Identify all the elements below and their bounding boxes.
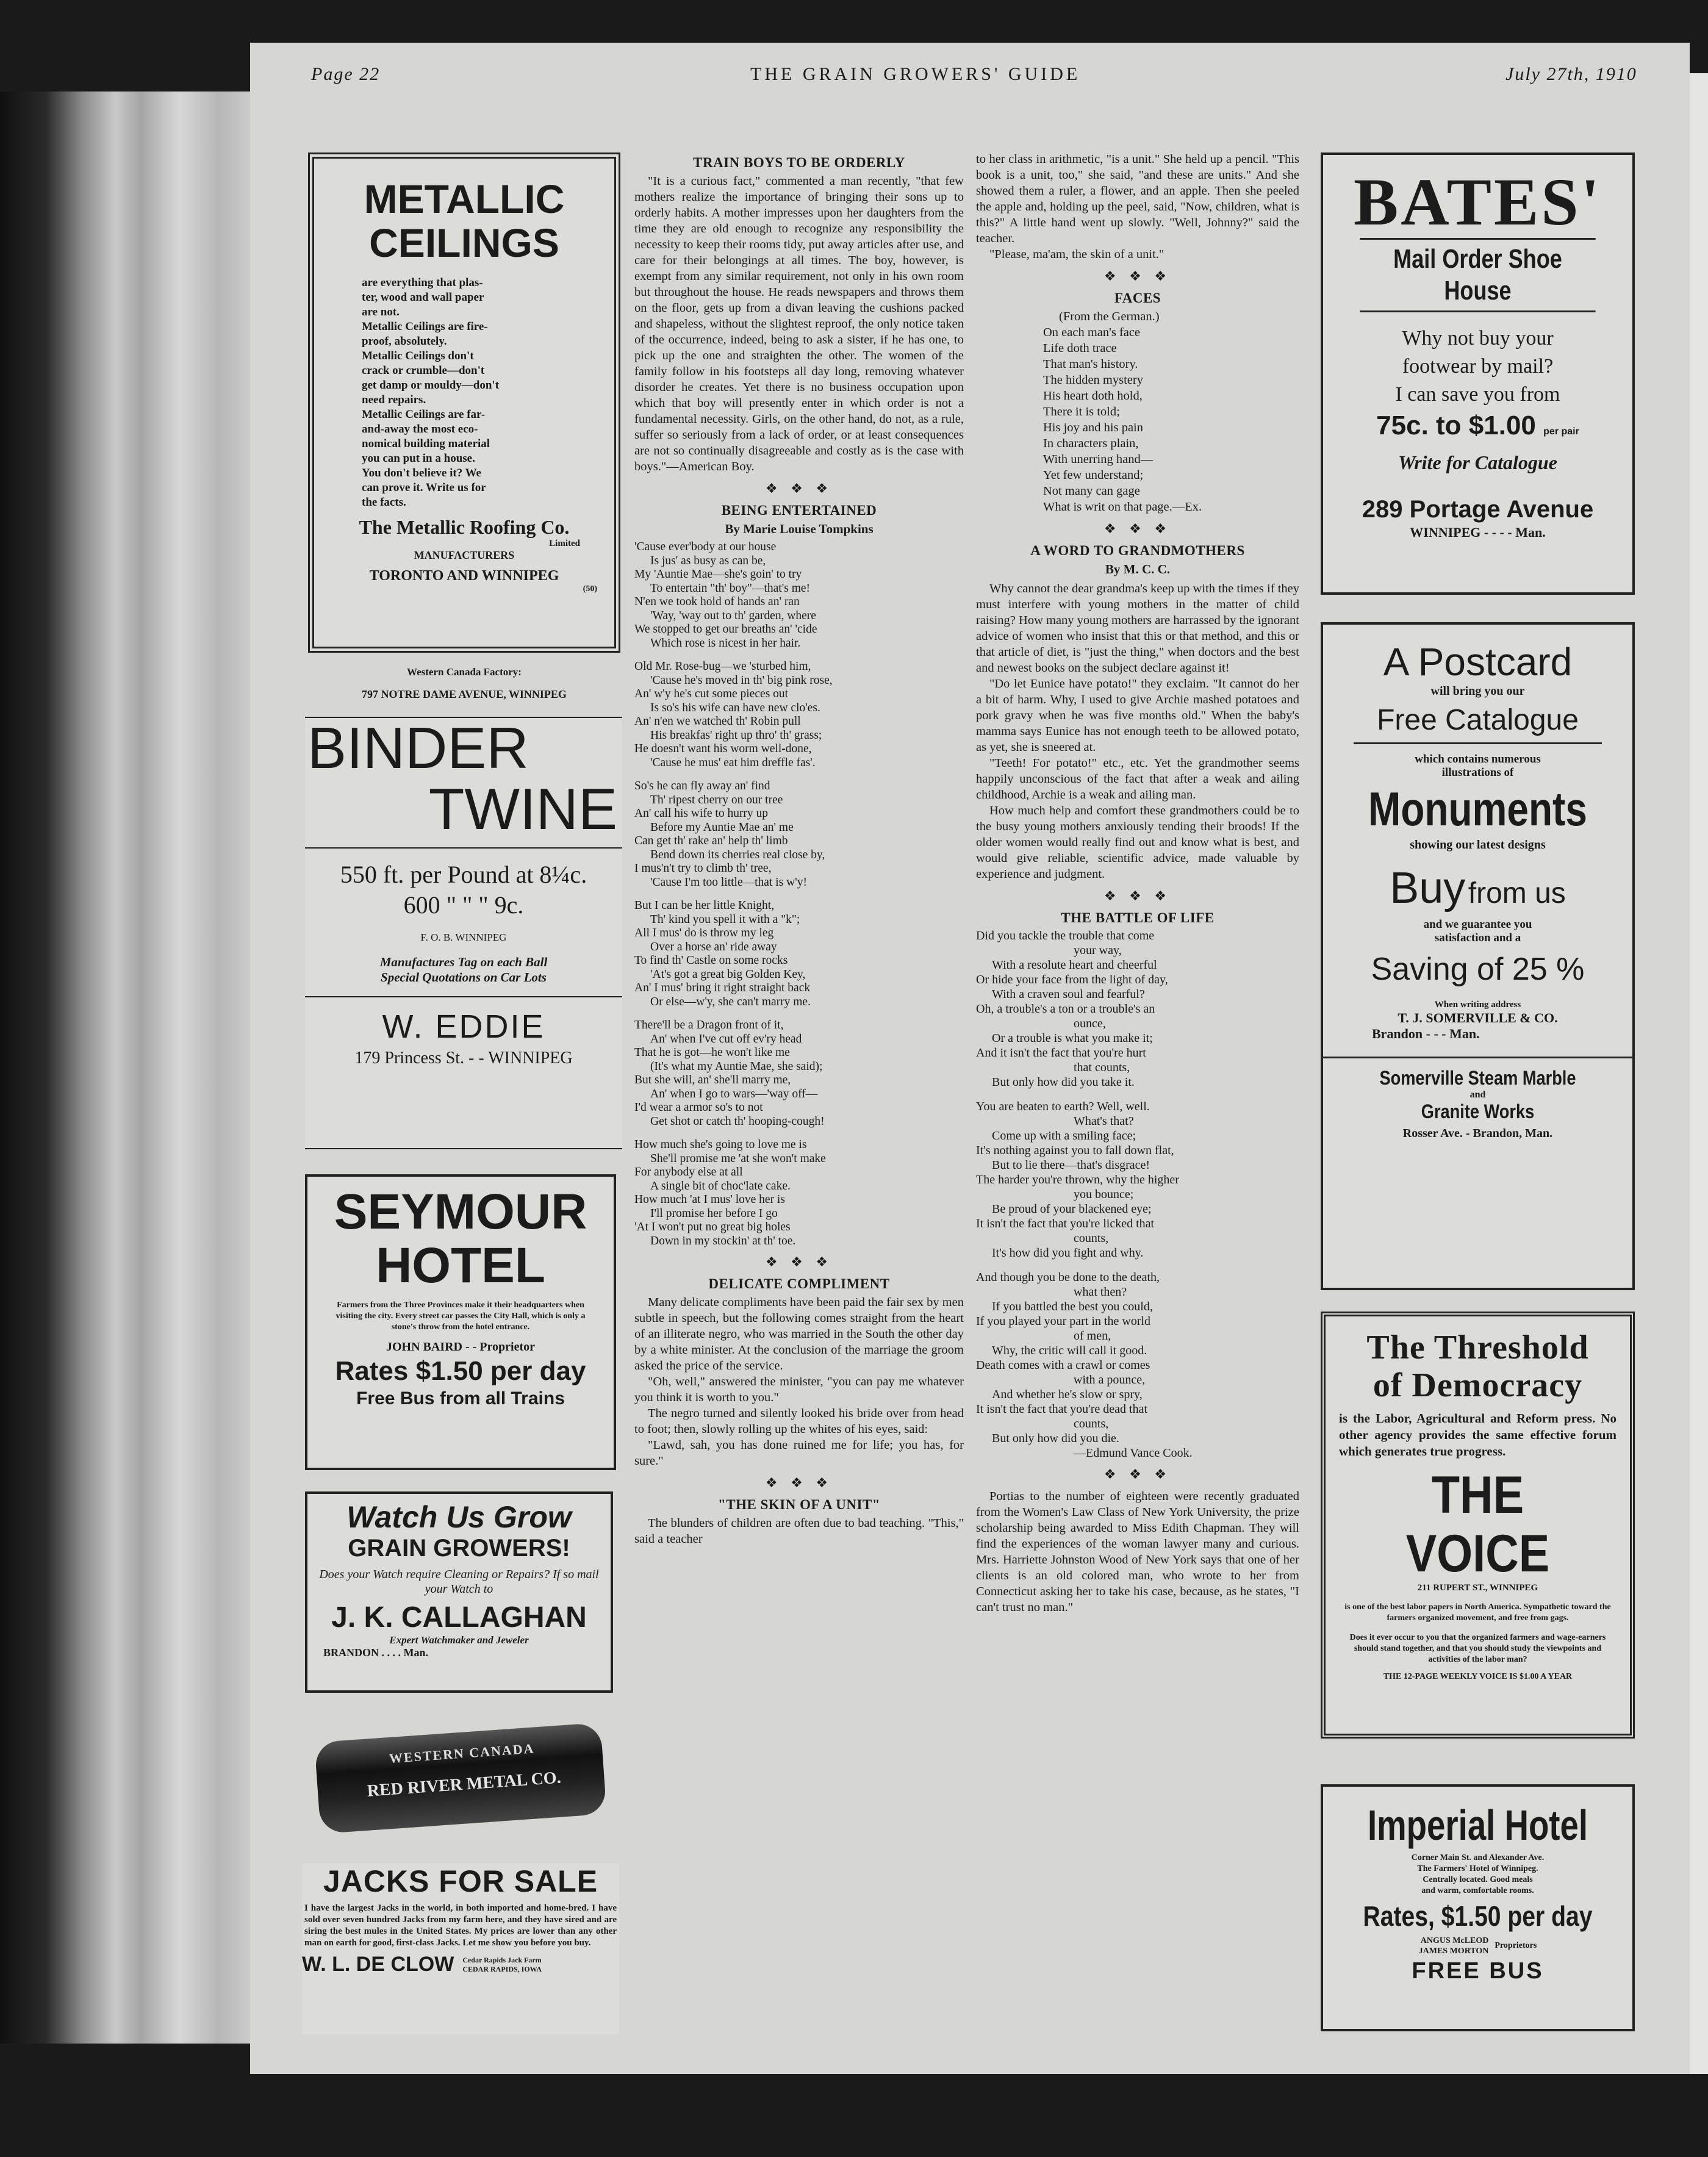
poem-line: 'Cause ever'body at our house: [634, 540, 777, 553]
stanza-gap: [976, 1260, 1299, 1270]
poem-line: My 'Auntie Mae—she's goin' to try: [634, 568, 802, 581]
poem-line: Or a trouble is what you make it;: [992, 1032, 1153, 1045]
ad-body: [331, 276, 597, 510]
poem-line: Th' ripest cherry on our tree: [650, 793, 783, 806]
poem-line: It isn't the fact that you're dead that: [976, 1402, 1147, 1416]
ad-title: BINDER: [307, 716, 529, 781]
works-address: Rosser Ave. - Brandon, Man.: [1402, 1127, 1553, 1140]
ad-line: I can save you from: [1395, 383, 1560, 406]
poem-line: that counts,: [1074, 1061, 1130, 1074]
ad-note: Manufactures Tag on each Ball: [379, 955, 548, 969]
proprietor: JOHN BAIRD - - Proprietor: [386, 1340, 536, 1354]
poem-line: An' when I go to wars—'way off—: [650, 1087, 818, 1100]
poem-line: For anybody else at all: [634, 1166, 743, 1179]
ad-line: satisfaction and a: [1434, 931, 1521, 944]
stanza-gap: [634, 770, 964, 780]
poem-line: Come up with a smiling face;: [992, 1129, 1136, 1143]
stanza-gap: [634, 650, 964, 660]
article-body: The blunders of children are often due to bad teaching. "This," said a teacher: [634, 1516, 964, 1546]
poem-line: 'Cause I'm too little—that is w'y!: [650, 875, 807, 889]
article-body: "Please, ma'am, the skin of a unit.": [989, 248, 1164, 261]
poem-line: Which rose is nicest in her hair.: [650, 636, 801, 650]
poem-line: The hidden mystery: [1043, 373, 1143, 387]
ad-line: When writing address: [1434, 1000, 1521, 1010]
ad-somerville-monuments: [1321, 622, 1635, 1290]
factory-address: 797 NOTRE DAME AVENUE, WINNIPEG: [362, 688, 567, 700]
ad-line: Corner Main St. and Alexander Ave.: [1411, 1853, 1545, 1862]
ad-line: Why not buy your: [1402, 327, 1554, 350]
ad-title: BATES': [1353, 165, 1602, 239]
divider: [1354, 742, 1602, 744]
ad-imperial-hotel: [1321, 1784, 1635, 2031]
poem-line: But to lie there—that's disgrace!: [992, 1158, 1150, 1172]
poem-line: 'At I won't put no great big holes: [634, 1221, 791, 1233]
poem-being-entertained: [634, 540, 964, 1248]
divider: [305, 996, 622, 997]
poem-line: counts,: [1074, 1232, 1109, 1245]
ad-title: GRAIN GROWERS!: [348, 1535, 570, 1562]
poem-line: Is jus' as busy as can be,: [650, 554, 766, 567]
seller-name: J. K. CALLAGHAN: [331, 1601, 587, 1634]
section-ornament: ❖ ❖ ❖: [765, 1475, 833, 1490]
poem-line: What's that?: [1074, 1114, 1134, 1128]
article-column-1: [634, 151, 964, 1547]
poem-line: Get shot or catch th' hooping-cough!: [650, 1114, 825, 1128]
section-ornament: ❖ ❖ ❖: [1103, 888, 1172, 903]
ad-title: TWINE: [428, 777, 617, 842]
ad-body: is the Labor, Agricultural and Reform press. No other agency provides the same effective forum which generates true progress.: [1339, 1411, 1616, 1459]
poem-line: you bounce;: [1074, 1188, 1134, 1201]
ad-line: Metallic Ceilings don't: [362, 350, 474, 362]
poem-line: Not many can gage: [1043, 484, 1140, 498]
roll-label: RED RIVER METAL CO.: [366, 1768, 562, 1801]
ad-title: HOTEL: [376, 1238, 545, 1293]
ad-line: are everything that plas-: [362, 276, 483, 289]
poem-line: It's how did you fight and why.: [992, 1246, 1144, 1260]
article-body: Many delicate compliments have been paid the fair sex by men subtle in speech, but the following comes straight from the heart of an illiterate negro, who was married in the South the other day by a white minister. At the conclusion of the marriage the groom asked the price of the service.: [634, 1296, 964, 1373]
article-title: BEING ENTERTAINED: [721, 503, 877, 518]
seller-name: W. EDDIE: [382, 1008, 545, 1045]
poem-faces: [976, 309, 1299, 515]
proprietor-name: ANGUS McLEOD: [1420, 1936, 1489, 1945]
ad-binder-twine: [305, 717, 622, 1149]
stanza-gap: [634, 1129, 964, 1138]
price: 75c. to $1.00: [1376, 411, 1536, 440]
poem-line: There'll be a Dragon front of it,: [634, 1019, 784, 1032]
poem-line: His breakfas' right up thro' th' grass;: [650, 728, 822, 742]
ad-the-voice: [1321, 1312, 1635, 1739]
poem-line: Over a horse an' ride away: [650, 940, 777, 953]
poem-line: An' n'en we watched th' Robin pull: [634, 715, 801, 728]
poem-line: Yet few understand;: [1043, 468, 1144, 482]
ad-line: nomical building material: [362, 437, 490, 450]
poem-line: To find th' Castle on some rocks: [634, 954, 788, 967]
ad-line: proof, absolutely.: [362, 335, 447, 348]
poem-line: Why, the critic will call it good.: [992, 1344, 1147, 1357]
article-body: to her class in arithmetic, "is a unit." She held up a pencil. "This book is a unit, too," she said, "and these are units." And she showed them a ruler, a flower, and an apple. Then she peeled the apple and, holding up the peel, said, "Now, children, what is this?" A little hand went up slowly. "Well, Johnny?" said the teacher.: [976, 153, 1299, 245]
ad-title: of Democracy: [1372, 1366, 1583, 1404]
ad-body: Does it ever occur to you that the organized farmers and wage-earners should stand together, and that you should study the viewpoints and activities of the labor man?: [1349, 1633, 1606, 1664]
ad-line: Centrally located. Good meals: [1423, 1875, 1533, 1884]
stanza-gap: [634, 889, 964, 899]
poem-line: How much 'at I mus' love her is: [634, 1193, 785, 1206]
poem-line: ounce,: [1074, 1017, 1106, 1030]
ad-saving: Saving of 25 %: [1371, 952, 1585, 987]
poem-line: And whether he's slow or spry,: [992, 1388, 1143, 1401]
section-ornament: ❖ ❖ ❖: [1103, 268, 1172, 284]
article-body: The negro turned and silently looked his bride over from head to foot; then, slowly rolling up the whites of his eyes, said:: [634, 1407, 964, 1436]
poem-line: With unerring hand—: [1043, 453, 1154, 466]
poem-line: But only how did you take it.: [992, 1075, 1135, 1089]
section-ornament: ❖ ❖ ❖: [1103, 521, 1172, 536]
ad-line: The Farmers' Hotel of Winnipeg.: [1417, 1864, 1538, 1873]
ad-body: Does your Watch require Cleaning or Repairs? If so mail your Watch to: [319, 1568, 599, 1596]
ad-seymour-hotel: [305, 1174, 616, 1470]
ad-line: You don't believe it? We: [362, 467, 481, 479]
ad-headline: Monuments: [1368, 782, 1587, 836]
poem-line: Oh, a trouble's a ton or a trouble's an: [976, 1002, 1155, 1016]
ad-line: which contains numerous: [1415, 753, 1541, 766]
ad-line: need repairs.: [362, 393, 426, 406]
ad-line: crack or crumble—don't: [362, 364, 485, 377]
price-range: [1334, 409, 1621, 449]
buy-rest: from us: [1468, 877, 1566, 910]
stanza-gap: [634, 1009, 964, 1019]
works-and: and: [1469, 1089, 1486, 1100]
poem-line: (It's what my Auntie Mae, she said);: [650, 1060, 823, 1073]
article-body: "Do let Eunice have potato!" they exclaim. "It cannot do her a bit of harm. Why, I used to give Archie mashed potatoes and pork gravy when he was five months old." When the baby's mamma says Eunice has not enough teeth to be allowed potato, as yet, she is sneered at.: [976, 677, 1299, 754]
poem-line: It isn't the fact that you're licked that: [976, 1217, 1155, 1230]
poem-line: Can get th' rake an' help th' limb: [634, 834, 788, 847]
article-title: "THE SKIN OF A UNIT": [717, 1497, 881, 1512]
poem-line: She'll promise me 'at she won't make: [650, 1152, 826, 1165]
poem-line: what then?: [1074, 1285, 1127, 1299]
ad-price: THE 12-PAGE WEEKLY VOICE IS $1.00 A YEAR: [1383, 1672, 1573, 1681]
ad-line: can prove it. Write us for: [362, 481, 486, 494]
seller-title: Expert Watchmaker and Jeweler: [389, 1634, 529, 1646]
article-column-2: [976, 151, 1299, 1615]
poem-line: We stopped to get our breaths an' 'cide: [634, 623, 817, 636]
poem-line: your way,: [1074, 944, 1122, 957]
ad-body: Farmers from the Three Provinces make it their headquarters when visiting the city. Every street car passes the City Hall, which is only a stone's throw from the hotel entrance.: [336, 1301, 586, 1332]
book-binding: [0, 92, 256, 2044]
price-line: 600 " " " 9c.: [403, 891, 524, 919]
ad-callaghan-watch: [305, 1491, 613, 1693]
poem-line: But only how did you die.: [992, 1432, 1119, 1445]
ad-line: illustrations of: [1441, 766, 1514, 779]
poem-title: THE BATTLE OF LIFE: [1061, 910, 1215, 925]
seller-city: BRANDON . . . . Man.: [323, 1646, 429, 1659]
poem-line: of men,: [1074, 1329, 1111, 1343]
ad-city: WINNIPEG - - - - Man.: [1410, 525, 1546, 540]
article-body: "Teeth! For potato!" etc., etc. Yet the grandmother seems happily unconscious of the fact that after a weak and ailing childhood, Archie is a weak and ailing man.: [976, 756, 1299, 802]
poem-line: He doesn't want his worm well-done,: [634, 742, 812, 755]
ad-line: will bring you our: [1430, 684, 1525, 698]
ad-title: SEYMOUR: [334, 1184, 587, 1240]
roll-illustration: [314, 1723, 606, 1834]
poem-line: Be proud of your blackened eye;: [992, 1202, 1152, 1216]
section-ornament: ❖ ❖ ❖: [1103, 1466, 1172, 1482]
poem-line: with a pounce,: [1074, 1373, 1146, 1387]
ad-line: the facts.: [362, 496, 406, 509]
poem-line: In characters plain,: [1043, 437, 1139, 450]
ad-line: get damp or mouldy—don't: [362, 379, 500, 392]
ad-body: is one of the best labor papers in North America. Sympathetic toward the farmers organized movement, and free from gags.: [1344, 1602, 1611, 1623]
buy-line: [1335, 863, 1620, 913]
newspaper-title: THE GRAIN GROWERS' GUIDE: [750, 64, 1081, 84]
poem-line: I'll promise her before I go: [650, 1207, 778, 1220]
poem-line: (From the German.): [1059, 310, 1160, 323]
poem-line: The harder you're thrown, why the higher: [976, 1173, 1179, 1186]
poem-line: All I mus' do is throw my leg: [634, 927, 774, 939]
ad-title: Imperial Hotel: [1367, 1801, 1588, 1849]
ad-cta: Write for Catalogue: [1398, 451, 1557, 473]
ad-bates-shoe-house: [1321, 153, 1635, 595]
ad-headline: THE VOICE: [1405, 1466, 1550, 1583]
ad-address: 211 RUPERT ST., WINNIPEG: [1417, 1583, 1538, 1593]
ad-line: and-away the most eco-: [362, 423, 478, 436]
works-name: Somerville Steam Marble: [1379, 1067, 1576, 1089]
poem-line: 'Way, 'way out to th' garden, where: [650, 609, 816, 622]
article-body: "It is a curious fact," commented a man recently, "that few mothers realize the importance of bringing their sons up to orderly habits. A mother impresses upon her daughters from the time they are old enough to recognize any responsibility the necessity to keep their rooms tidy, put away articles after use, and care for their belongings at all times. The boy, however, is exempt from any similar requirement, not only in his own room but throughout the house. He reads newspapers and throws them on the floor, gets up from a divan leaving the cushions packed and shapeless, without the slightest reproof, the only notice taken of the occurrence, indeed, being to ask a sister, if he has one, to pick up the one and straighten the other. The women of the family follow in his footsteps all day long, removing whatever disorder he creates. Yet there is no business occupation upon which that boy will presently enter in which order is not a fundamental necessity. Girls, on the other hand, do not, as a rule, suffer so seriously from a lack of order, or at least consequences are not so continually disagreeable and costly as is the case with boys."—American Boy.: [634, 174, 964, 473]
poem-line: Bend down its cherries real close by,: [650, 848, 825, 861]
ad-title: CEILINGS: [369, 220, 559, 265]
proprietor-name: JAMES MORTON: [1418, 1947, 1489, 1956]
poem-line: So's he can fly away an' find: [634, 780, 770, 792]
poem-line: Before my Auntie Mae an' me: [650, 820, 794, 834]
buy-word: Buy: [1390, 864, 1466, 913]
ad-line: Metallic Ceilings are fire-: [362, 320, 488, 333]
ad-title: METALLIC: [364, 176, 565, 221]
poem-line: N'en we took hold of hands an' ran: [634, 595, 800, 608]
poem-line: 'At's got a great big Golden Key,: [650, 967, 806, 981]
article-body: "Lawd, sah, you has done ruined me for life; you has, for sure.": [634, 1438, 964, 1468]
seller-address: 179 Princess St. - - WINNIPEG: [354, 1049, 573, 1068]
ad-line: and we guarantee you: [1423, 918, 1532, 931]
poem-line: Or hide your face from the light of day,: [976, 973, 1168, 986]
poem-line: —Edmund Vance Cook.: [1074, 1446, 1193, 1460]
ad-body: I have the largest Jacks in the world, in both imported and home-bred. I have sold over seven hundred Jacks from my farm here, and they have sired and are siring the best mules in the United States. My prices are lower than any other man on earth for good, first-class Jacks. Let me show you before you buy.: [304, 1903, 617, 1948]
poem-line: It's nothing against you to fall down flat,: [976, 1144, 1174, 1157]
article-title: DELICATE COMPLIMENT: [708, 1276, 890, 1291]
company-name: The Metallic Roofing Co.: [359, 516, 570, 538]
ad-line: footwear by mail?: [1402, 355, 1554, 378]
ad-address: 289 Portage Avenue: [1362, 496, 1594, 523]
divider: [305, 847, 622, 849]
ad-number: (50): [583, 584, 597, 594]
fob-label: F. O. B. WINNIPEG: [420, 931, 507, 943]
article-body: How much help and comfort these grandmothers could be to the busy young mothers anxiously tending their broods! If the older women would really find out and know what is best, and would give reliable, scientific advice, made valuable by experience and judgment.: [976, 804, 1299, 881]
poem-line: Death comes with a crawl or comes: [976, 1358, 1150, 1372]
poem-line: I mus'n't try to climb th' tree,: [634, 862, 772, 875]
article-byline: By M. C. C.: [1105, 562, 1171, 576]
issue-date: July 27th, 1910: [1505, 64, 1637, 84]
ad-jacks-for-sale: [302, 1864, 619, 2034]
article-body: Why cannot the dear grandma's keep up with the times if they must interfere with young mothers in the matter of child raising? How many young mothers are harrassed by the ignorant advice of women who insist that this or that method, and this or that article of diet, is "just the thing," when doctors and the best and newest books on the subject declare against it!: [976, 582, 1300, 675]
ad-metallic-ceilings: [308, 153, 620, 653]
limited-label: Limited: [549, 539, 580, 548]
poem-line: To entertain "th' boy"—that's me!: [650, 581, 811, 595]
poem-title: FACES: [1114, 290, 1161, 306]
article-byline: By Marie Louise Tompkins: [725, 522, 874, 536]
poem-battle-of-life: [976, 928, 1299, 1460]
rates: Rates $1.50 per day: [335, 1356, 586, 1386]
divider: [1323, 1057, 1632, 1058]
poem-line: And it isn't the fact that you're hurt: [976, 1046, 1146, 1060]
ad-line: ter, wood and wall paper: [362, 291, 484, 304]
poem-line: That man's history.: [1043, 357, 1138, 371]
ad-note: Special Quotations on Car Lots: [381, 970, 547, 985]
poem-line: His joy and his pain: [1043, 421, 1143, 434]
article-body: Portias to the number of eighteen were recently graduated from the Women's Law Class of New York University, the prize scholarship being awarded to Miss Edith Chapman. They will find the experiences of the woman lawyer many and curious. Mrs. Harriette Johnston Wood of New York says that one of her clients is an old colored man, who wrote to her from Connecticut asking her to take his case, because, as he states, "I can't trust no man.": [976, 1490, 1299, 1614]
works-name: Granite Works: [1421, 1100, 1535, 1122]
poem-line: Life doth trace: [1043, 342, 1117, 355]
page-edge: [1690, 73, 1708, 2074]
ad-title: The Threshold: [1366, 1329, 1589, 1366]
poem-line: On each man's face: [1043, 326, 1141, 339]
rates: Rates, $1.50 per day: [1363, 1900, 1593, 1932]
section-ornament: ❖ ❖ ❖: [765, 1254, 833, 1269]
manufacturers-label: MANUFACTURERS: [414, 549, 515, 561]
article-title: A WORD TO GRANDMOTHERS: [1030, 543, 1245, 558]
poem-line: An' w'y he's cut some pieces out: [634, 687, 789, 700]
free-bus: Free Bus from all Trains: [356, 1388, 565, 1409]
poem-line: But she will, an' she'll marry me,: [634, 1074, 791, 1086]
poem-line: What is writ on that page.—Ex.: [1043, 500, 1202, 514]
poem-line: counts,: [1074, 1417, 1109, 1430]
ad-title: JACKS FOR SALE: [323, 1864, 598, 1898]
poem-line: A single bit of choc'late cake.: [650, 1179, 791, 1193]
poem-line: There it is told;: [1043, 405, 1120, 418]
ad-title: A Postcard: [1383, 640, 1573, 684]
poem-line: His heart doth hold,: [1043, 389, 1143, 403]
factory-label: Western Canada Factory:: [407, 666, 522, 678]
poem-line: That he is got—he won't like me: [634, 1046, 790, 1059]
poem-line: With a resolute heart and cheerful: [992, 958, 1157, 972]
ad-subtitle: Mail Order Shoe House: [1360, 238, 1595, 312]
poem-line: If you battled the best you could,: [992, 1300, 1153, 1313]
poem-line: Is so's his wife can have new clo'es.: [650, 701, 820, 714]
poem-line: I'd wear a armor so's to not: [634, 1101, 763, 1114]
ad-line: you can put in a house.: [362, 452, 475, 465]
poem-line: Down in my stockin' at th' toe.: [650, 1234, 796, 1247]
article-title: TRAIN BOYS TO BE ORDERLY: [693, 155, 905, 170]
section-ornament: ❖ ❖ ❖: [765, 481, 833, 496]
proprietors-label: Proprietors: [1494, 1941, 1537, 1950]
article-body: "Oh, well," answered the minister, "you can pay me whatever you think it is worth to you.": [634, 1375, 964, 1404]
ad-line: are not.: [362, 306, 400, 318]
poem-line: An' when I've cut off ev'ry head: [650, 1032, 802, 1046]
farm-name: Cedar Rapids Jack Farm: [462, 1955, 542, 1964]
company-name: T. J. SOMERVILLE & CO.: [1398, 1010, 1558, 1025]
per-pair: per pair: [1543, 426, 1579, 437]
poem-line: With a craven soul and fearful?: [992, 988, 1145, 1001]
poem-line: Did you tackle the trouble that come: [976, 929, 1155, 942]
stanza-gap: [976, 1089, 1299, 1099]
city-line: TORONTO AND WINNIPEG: [369, 568, 559, 584]
poem-line: How much she's going to love me is: [634, 1138, 807, 1151]
price-line: 550 ft. per Pound at 8¼c.: [340, 861, 587, 888]
poem-line: 'Cause he mus' eat him dreffle fas'.: [650, 756, 816, 769]
poem-line: If you played your part in the world: [976, 1315, 1151, 1328]
farm-city: CEDAR RAPIDS, IOWA: [462, 1964, 542, 1973]
poem-line: Th' kind you spell it with a "k";: [650, 913, 800, 926]
ad-title: Watch Us Grow: [346, 1500, 572, 1534]
seller-name: W. L. DE CLOW: [302, 1953, 454, 1976]
roll-top-text: WESTERN CANADA: [389, 1740, 536, 1767]
ad-line: and warm, comfortable rooms.: [1421, 1886, 1534, 1895]
poem-line: Old Mr. Rose-bug—we 'sturbed him,: [634, 660, 811, 673]
poem-line: Or else—w'y, she can't marry me.: [650, 995, 811, 1008]
poem-line: You are beaten to earth? Well, well.: [976, 1100, 1150, 1113]
company-city: Brandon - - - Man.: [1372, 1026, 1480, 1041]
page-number: Page 22: [311, 64, 381, 84]
poem-line: But I can be her little Knight,: [634, 899, 775, 912]
poem-line: And though you be done to the death,: [976, 1271, 1160, 1284]
ad-subtitle: Free Catalogue: [1377, 704, 1579, 736]
free-bus: FREE BUS: [1412, 1958, 1544, 1984]
ad-line: showing our latest designs: [1410, 838, 1546, 852]
poem-line: An' call his wife to hurry up: [634, 807, 769, 820]
poem-line: 'Cause he's moved in th' big pink rose,: [650, 673, 833, 687]
ad-line: Metallic Ceilings are far-: [362, 408, 486, 421]
poem-line: An' I mus' bring it right straight back: [634, 982, 811, 994]
ad-red-river-metal: [308, 1714, 616, 1836]
